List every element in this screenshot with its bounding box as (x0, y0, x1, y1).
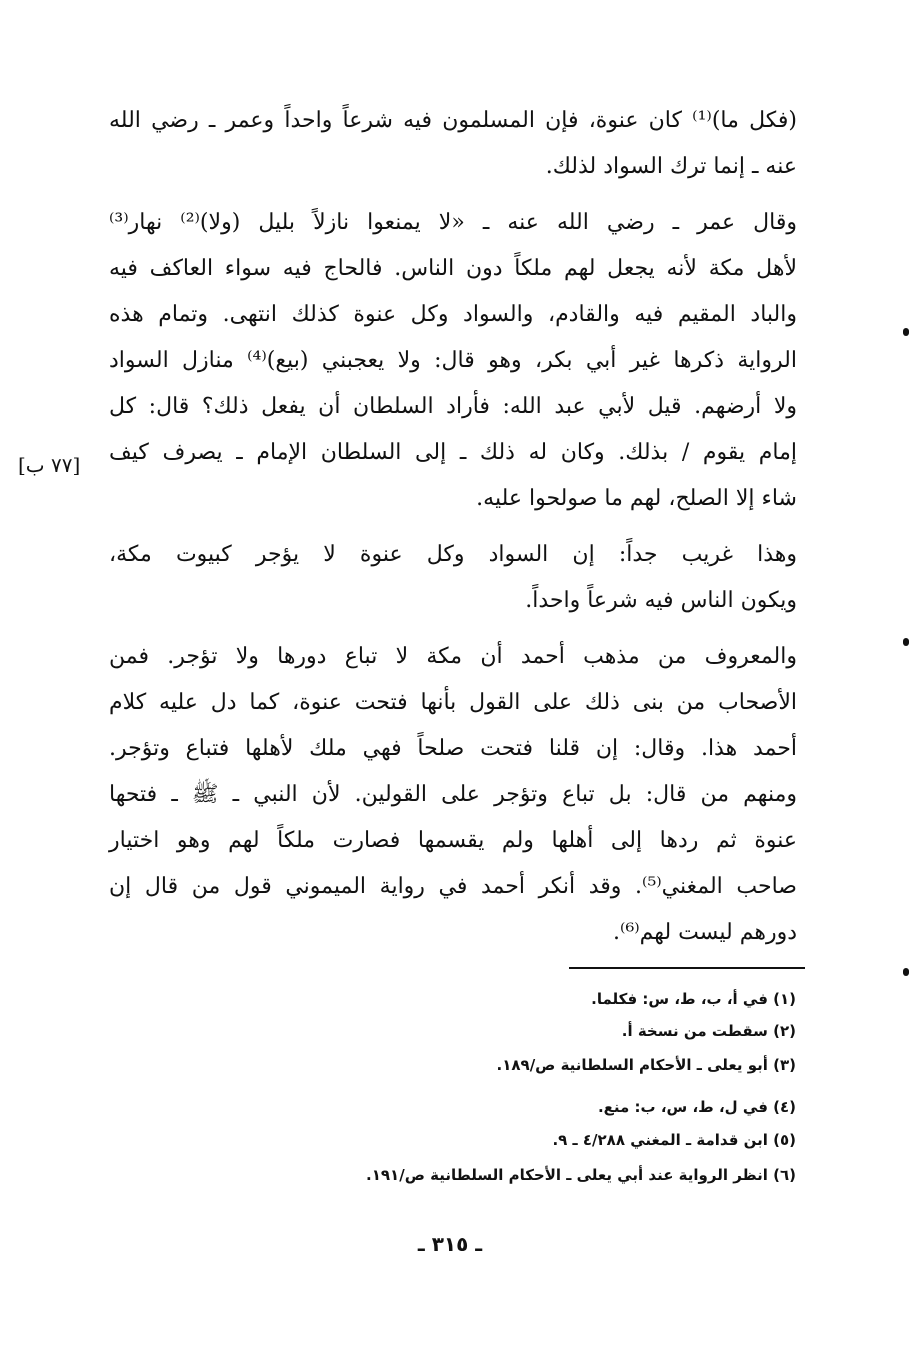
footnote-4: (٤) في ل، ط، س، ب: منع. (597, 1098, 796, 1116)
footnote-1: (١) في أ، ب، ط، س: فكلما. (591, 990, 796, 1008)
footnote-2: (٢) سقطت من نسخة أ. (621, 1022, 796, 1040)
body-line-1: (فكل ما)⁽¹⁾ كان عنوة، فإن المسلمون فيه شرعاً واحداً وعمر ـ رضي الله (109, 108, 797, 133)
body-line-11: ويكون الناس فيه شرعاً واحداً. (525, 588, 797, 613)
body-line-18: دورهم ليست لهم⁽⁶⁾. (613, 920, 797, 945)
body-line-15: ومنهم من قال: بل تباع وتؤجر على القولين. لأن النبي ـ ﷺ ـ فتحها (109, 782, 797, 807)
footnote-6: (٦) انظر الرواية عند أبي يعلى ـ الأحكام السلطانية ص/١٩١. (366, 1166, 796, 1184)
body-line-9: شاء إلا الصلح، لهم ما صولحوا عليه. (476, 486, 797, 511)
footnote-separator (569, 967, 805, 969)
body-line-7: ولا أرضهم. قيل لأبي عبد الله: فأراد السلطان أن يفعل ذلك؟ قال: كل (109, 394, 797, 419)
body-line-12: والمعروف من مذهب أحمد أن مكة لا تباع دورها ولا تؤجر. فمن (109, 644, 797, 669)
body-line-8: إمام يقوم / بذلك. وكان له ذلك ـ إلى السلطان الإمام ـ يصرف كيف (109, 440, 797, 465)
edge-mark (903, 328, 909, 336)
body-line-14: أحمد هذا. وقال: إن قلنا فتحت صلحاً فهي ملك لأهلها فتباع وتؤجر. (109, 736, 797, 761)
edge-mark (903, 638, 909, 646)
footnote-5: (٥) ابن قدامة ـ المغني ٤/٢٨٨ ـ ٩. (552, 1131, 796, 1149)
body-line-4: لأهل مكة لأنه يجعل لهم ملكاً دون الناس. فالحاج فيه سواء العاكف فيه (109, 256, 797, 281)
body-line-3: وقال عمر ـ رضي الله عنه ـ «لا يمنعوا نازلاً بليل (ولا)⁽²⁾ نهار⁽³⁾ (109, 210, 798, 235)
body-line-5: والباد المقيم فيه والقادم، والسواد وكل عنوة كذلك انتهى. وتمام هذه (109, 302, 797, 327)
body-line-16: عنوة ثم ردها إلى أهلها ولم يقسمها فصارت ملكاً لهم وهو اختيار (109, 828, 797, 853)
footnote-3: (٣) أبو يعلى ـ الأحكام السلطانية ص/١٨٩. (496, 1056, 796, 1074)
body-line-2: عنه ـ إنما ترك السواد لذلك. (545, 154, 797, 179)
body-line-13: الأصحاب من بنى ذلك على القول بأنها فتحت عنوة، كما دل عليه كلام (109, 690, 797, 715)
edge-mark (903, 968, 909, 976)
folio-marker: [٧٧ ب] (18, 453, 81, 477)
body-line-10: وهذا غريب جداً: إن السواد وكل عنوة لا يؤجر كبيوت مكة، (109, 542, 797, 567)
page-number: ـ ٣١٥ ـ (417, 1232, 483, 1256)
body-line-6: الرواية ذكرها غير أبي بكر، وهو قال: ولا يعجبني (بيع)⁽⁴⁾ منازل السواد (109, 348, 797, 373)
body-line-17: صاحب المغني⁽⁵⁾. وقد أنكر أحمد في رواية الميموني قول من قال إن (109, 874, 797, 899)
